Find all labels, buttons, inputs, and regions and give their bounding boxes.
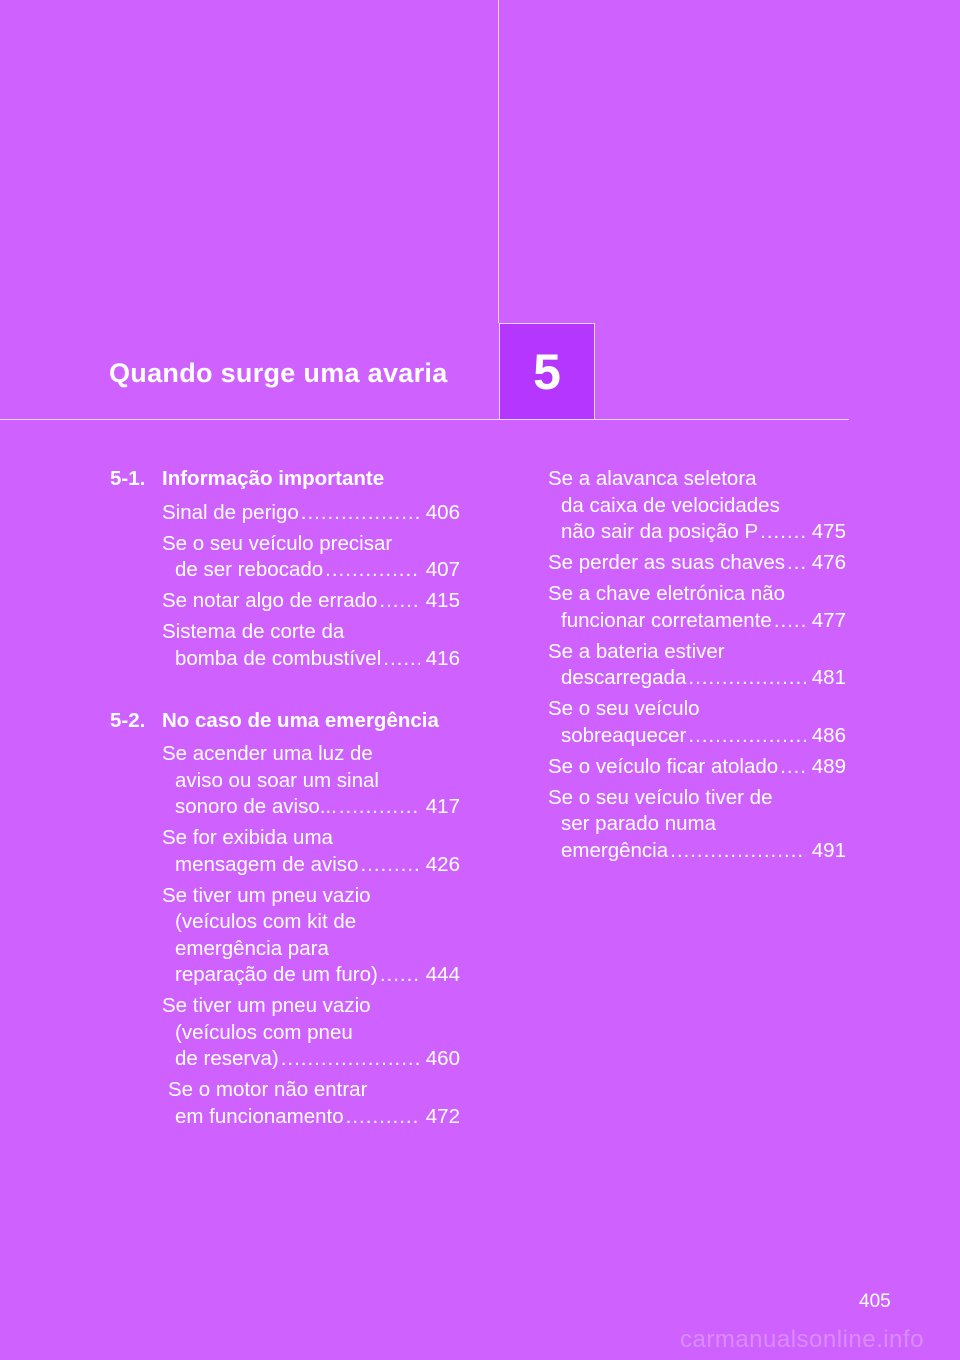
toc-entry-text: Se a alavanca seletora <box>548 467 757 490</box>
toc-entry-text: Se o seu veículo tiver de <box>548 785 773 809</box>
toc-entry[interactable] <box>168 1077 460 1130</box>
chapter-number-tab <box>499 323 595 419</box>
leader-dots <box>787 550 806 577</box>
toc-entry[interactable] <box>162 825 460 878</box>
toc-entry-text: Se o seu veículo <box>548 697 700 720</box>
toc-entry[interactable] <box>548 639 846 692</box>
toc-entry-text: Se o veículo ficar atolado <box>548 754 779 778</box>
toc-right-column <box>548 466 846 869</box>
toc-entry[interactable] <box>162 883 460 989</box>
toc-entry[interactable] <box>548 581 846 634</box>
toc-entry[interactable] <box>548 466 846 546</box>
toc-entry-page: 416 <box>425 646 460 670</box>
toc-entry-text: Se acender uma luz de <box>162 742 373 765</box>
toc-entry-text: bomba de combustível <box>175 646 382 670</box>
section-number: 5-2. <box>110 708 146 732</box>
toc-entry-text: Se o motor não entrar <box>168 1078 368 1101</box>
chapter-number: 5 <box>533 343 561 400</box>
toc-entry-text: Se for exibida uma <box>162 826 333 849</box>
section-title: Informação importante <box>162 467 385 490</box>
chapter-title: Quando surge uma avaria <box>109 358 448 388</box>
toc-entry-text: mensagem de aviso <box>175 852 359 876</box>
toc-entry[interactable] <box>162 619 460 672</box>
toc-entry[interactable] <box>162 741 460 821</box>
toc-entry-text: reparação de um furo) <box>175 963 378 986</box>
toc-entry[interactable] <box>548 785 846 865</box>
toc-entry-text: Sistema de corte da <box>162 620 345 643</box>
toc-entry-page: 475 <box>811 520 846 543</box>
section-heading <box>110 466 460 493</box>
leader-dots <box>380 962 420 989</box>
toc-entry-page: 489 <box>811 754 846 778</box>
toc-entry-page: 426 <box>425 852 460 876</box>
toc-entry-text: de ser rebocado <box>175 558 324 581</box>
toc-entry[interactable] <box>162 588 460 615</box>
toc-entry[interactable] <box>548 696 846 749</box>
toc-entry-page: 477 <box>811 608 846 632</box>
leader-dots <box>339 794 420 821</box>
toc-entry-text: aviso ou soar um sinal <box>175 768 379 792</box>
toc-entry-text: (veículos com pneu <box>175 1020 353 1044</box>
leader-dots <box>670 838 806 865</box>
toc-entry-text: Se perder as suas chaves <box>548 551 786 574</box>
leader-dots <box>760 519 806 546</box>
leader-dots <box>281 1046 420 1073</box>
leader-dots <box>346 1104 420 1131</box>
section-title: No caso de uma emergência <box>162 708 439 732</box>
toc-entry-page: 417 <box>425 795 460 818</box>
toc-entry-text: Se o seu veículo precisar <box>162 531 393 555</box>
toc-entry-text: Se a bateria estiver <box>548 639 725 663</box>
leader-dots <box>360 852 419 879</box>
toc-entry-page: 415 <box>425 589 460 612</box>
toc-entry-page: 460 <box>425 1047 460 1070</box>
toc-entry-text: funcionar corretamente <box>561 608 772 632</box>
section-number: 5-1. <box>110 467 146 490</box>
toc-entry-text: descarregada <box>561 666 687 689</box>
horizontal-rule <box>0 419 849 420</box>
toc-entry-page: 491 <box>811 838 846 862</box>
leader-dots <box>780 754 806 781</box>
toc-entry-page: 406 <box>425 500 460 524</box>
leader-dots <box>301 500 420 527</box>
toc-entry[interactable] <box>162 531 460 584</box>
toc-entry-text: Se tiver um pneu vazio <box>162 994 371 1017</box>
toc-entry-text: emergência para <box>175 936 329 960</box>
leader-dots <box>325 557 420 584</box>
toc-entry-page: 444 <box>425 963 460 986</box>
toc-entry-text: Se a chave eletrónica não <box>548 582 786 605</box>
vertical-rule <box>498 0 499 323</box>
toc-entry-page: 481 <box>811 666 846 689</box>
toc-entry-page: 476 <box>811 551 846 574</box>
toc-entry-text: de reserva) <box>175 1047 279 1070</box>
toc-entry-text: Sinal de perigo <box>162 500 299 524</box>
leader-dots <box>379 588 419 615</box>
leader-dots <box>688 723 805 750</box>
section-heading <box>110 708 460 735</box>
page-number: 405 <box>859 1291 891 1312</box>
toc-entry[interactable] <box>162 993 460 1073</box>
toc-entry-text: Se notar algo de errado <box>162 589 378 612</box>
toc-entry[interactable] <box>162 500 460 527</box>
toc-entry-text: em funcionamento <box>175 1104 344 1128</box>
toc-entry-text: Se tiver um pneu vazio <box>162 883 371 907</box>
toc-entry-text: ser parado numa <box>561 812 716 835</box>
toc-entry[interactable] <box>548 550 846 577</box>
toc-entry-page: 472 <box>425 1104 460 1128</box>
toc-entry-text: da caixa de velocidades <box>561 493 780 517</box>
leader-dots <box>688 665 805 692</box>
toc-entry[interactable] <box>548 754 846 781</box>
watermark: carmanualsonline.info <box>680 1326 924 1353</box>
leader-dots <box>383 646 420 673</box>
toc-entry-page: 407 <box>425 558 460 581</box>
toc-entry-text: sobreaquecer <box>561 723 687 747</box>
toc-entry-text: (veículos com kit de <box>175 910 357 933</box>
toc-entry-text: sonoro de aviso... <box>175 795 337 818</box>
leader-dots <box>774 608 806 635</box>
toc-entry-text: não sair da posição P <box>561 520 759 543</box>
toc-entry-page: 486 <box>811 723 846 747</box>
toc-entry-text: emergência <box>561 838 669 862</box>
toc-left-column <box>110 466 460 1135</box>
